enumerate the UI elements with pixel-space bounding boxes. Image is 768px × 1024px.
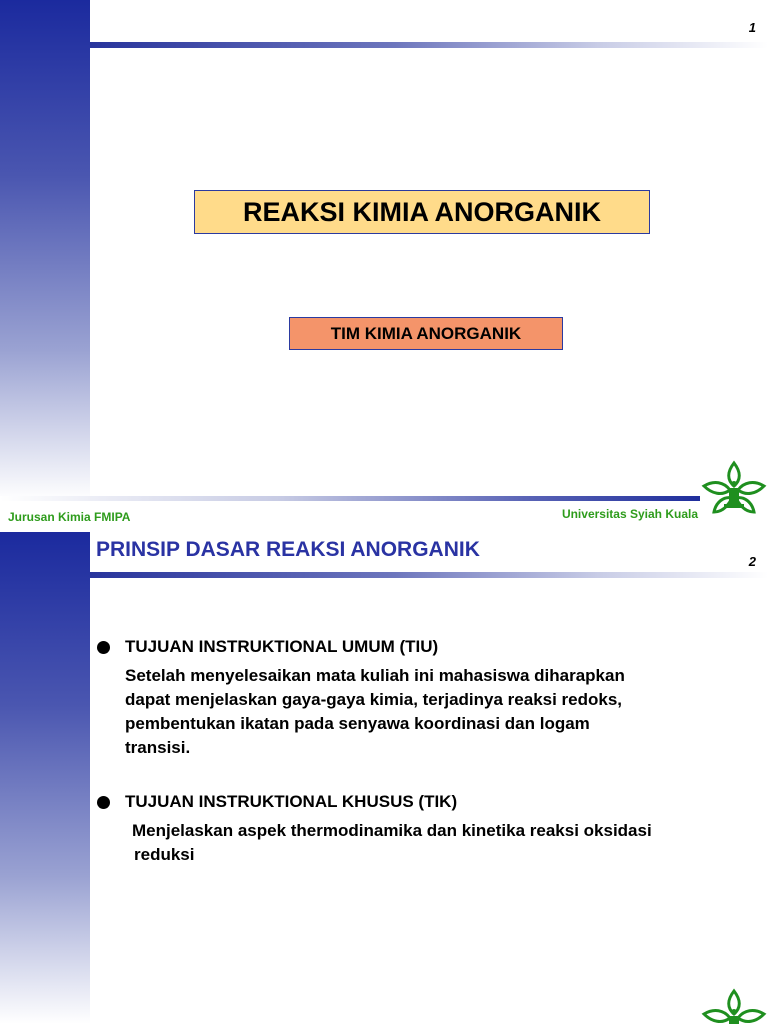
slide-2 xyxy=(0,532,768,1024)
title-text: REAKSI KIMIA ANORGANIK xyxy=(242,196,601,227)
bullet-body xyxy=(132,819,652,867)
bullet-line: reduksi xyxy=(134,845,195,864)
university-emblem-icon xyxy=(700,460,768,522)
bullet-icon xyxy=(97,796,110,809)
bullet-body xyxy=(125,664,625,760)
sidebar-gradient xyxy=(0,532,90,1024)
bullet-heading: TUJUAN INSTRUKTIONAL UMUM (TIU) xyxy=(125,637,439,656)
bullet-line: Setelah menyelesaikan mata kuliah ini mahasiswa diharapkan xyxy=(125,666,625,685)
bullet-line: Menjelaskan aspek thermodinamika dan kinetika reaksi oksidasi xyxy=(132,821,652,840)
slide-title: PRINSIP DASAR REAKSI ANORGANIK xyxy=(96,538,480,561)
footer-department: Jurusan Kimia FMIPA xyxy=(8,510,131,524)
slide-number: 2 xyxy=(748,554,756,569)
footer-university: Universitas Syiah Kuala xyxy=(561,507,698,521)
footer-line xyxy=(0,496,700,501)
subtitle-text: TIM KIMIA ANORGANIK xyxy=(330,323,522,343)
header-line xyxy=(90,572,768,578)
title-box xyxy=(194,190,650,234)
bullet-icon xyxy=(97,641,110,654)
slide-number: 1 xyxy=(748,20,756,35)
header-line xyxy=(90,42,768,48)
subtitle-box xyxy=(289,317,563,350)
bullet-line: dapat menjelaskan gaya-gaya kimia, terjadinya reaksi redoks, xyxy=(125,690,623,709)
bullet-heading: TUJUAN INSTRUKTIONAL KHUSUS (TIK) xyxy=(125,792,458,811)
bullet-line: pembentukan ikatan pada senyawa koordinasi dan logam xyxy=(125,714,590,733)
bullet-line: transisi. xyxy=(125,738,191,757)
sidebar-gradient xyxy=(0,0,90,500)
university-emblem-icon xyxy=(700,988,768,1024)
